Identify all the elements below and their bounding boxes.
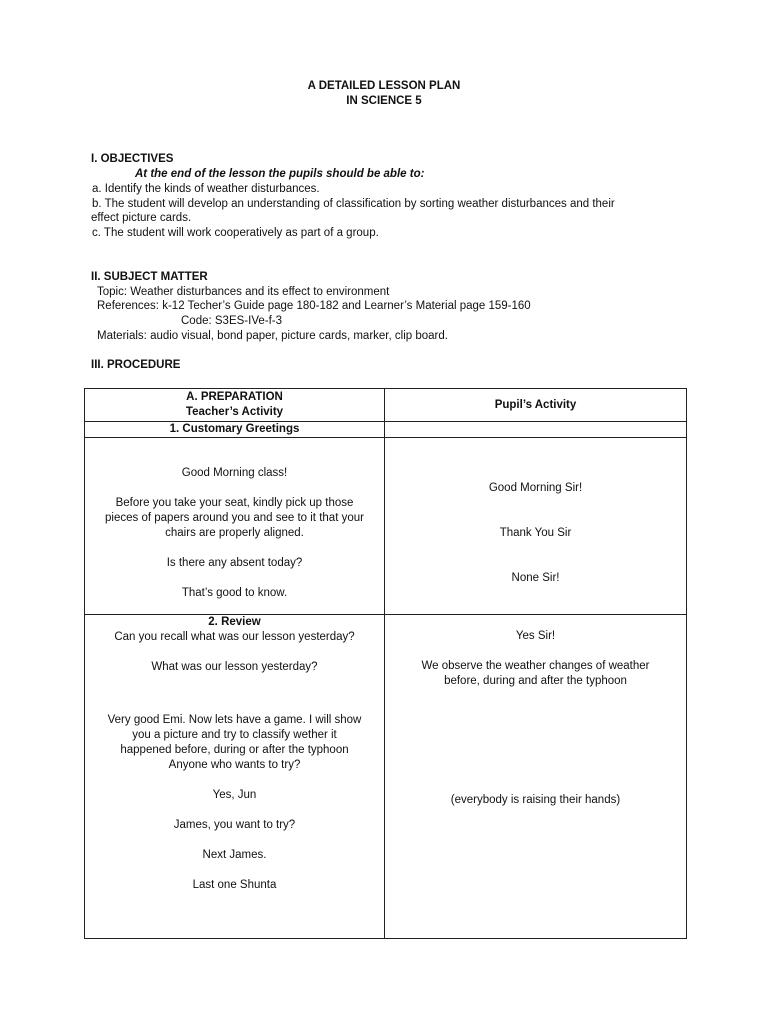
pupil-line: We observe the weather changes of weather [421, 660, 650, 672]
references-line [97, 299, 531, 314]
objectives-heading: I. OBJECTIVES [91, 153, 174, 165]
teacher-line: Very good Emi. Now lets have a game. I will show [107, 714, 362, 726]
table-row [85, 615, 687, 939]
pupil-activity-header: Pupil’s Activity [385, 389, 687, 422]
objective-b-line2: effect picture cards. [91, 212, 192, 224]
pupil-line: Yes Sir! [515, 630, 556, 642]
teacher-line: Yes, Jun [212, 789, 257, 801]
teacher-line: chairs are properly aligned. [165, 527, 304, 539]
references-value: k-12 Techer’s Guide page 180-182 and Learner’s Material page 159-160 [162, 300, 531, 312]
document-title-line1: A DETAILED LESSON PLAN [307, 80, 461, 92]
references-label: References: [97, 300, 160, 312]
pupil-line: before, during and after the typhoon [444, 675, 627, 687]
teacher-line: Before you take your seat, kindly pick up those [115, 497, 354, 509]
teacher-line: you a picture and try to classify wether it [132, 729, 337, 741]
pupil-line: Thank You Sir [499, 527, 572, 539]
teacher-activity-header [85, 389, 385, 422]
materials-line [97, 329, 448, 344]
teacher-line: Anyone who wants to try? [168, 759, 301, 771]
teacher-line: Last one Shunta [192, 879, 277, 891]
document-title-line2: IN SCIENCE 5 [346, 95, 422, 107]
code-label: Code: [181, 315, 212, 327]
procedure-table [84, 388, 687, 939]
table-row [85, 438, 687, 615]
objective-c: c. The student will work cooperatively as part of a group. [92, 227, 379, 239]
procedure-heading: III. PROCEDURE [91, 359, 181, 371]
teacher-line: happened before, during or after the typhoon [120, 744, 349, 756]
preparation-label: A. PREPARATION [186, 391, 283, 403]
review-pupil-cell [385, 615, 687, 939]
topic-line [97, 285, 389, 300]
code-line [181, 314, 282, 329]
teacher-line: Next James. [202, 849, 267, 861]
topic-label: Topic: [97, 286, 128, 298]
customary-greetings-label: 1. Customary Greetings [85, 422, 385, 438]
table-row [85, 422, 687, 438]
topic-value: Weather disturbances and its effect to environment [130, 286, 390, 298]
materials-label: Materials: [97, 330, 147, 342]
code-value: S3ES-IVe-f-3 [214, 315, 283, 327]
table-header-row [85, 389, 687, 422]
pupil-line: Good Morning Sir! [488, 482, 583, 494]
empty-cell [385, 422, 687, 438]
teacher-line: Good Morning class! [181, 467, 288, 479]
materials-value: audio visual, bond paper, picture cards, marker, clip board. [150, 330, 448, 342]
objective-a: a. Identify the kinds of weather disturbances. [92, 183, 320, 195]
teacher-line: pieces of papers around you and see to it that your [105, 512, 364, 524]
review-label: 2. Review [208, 616, 261, 628]
teacher-line: Is there any absent today? [166, 557, 303, 569]
pupil-line: (everybody is raising their hands) [450, 794, 621, 806]
objectives-intro: At the end of the lesson the pupils should be able to: [135, 168, 425, 180]
pupil-line: None Sir! [511, 572, 560, 584]
greetings-teacher-cell [85, 438, 385, 615]
teacher-line: Can you recall what was our lesson yesterday? [114, 631, 355, 643]
subject-matter-heading: II. SUBJECT MATTER [91, 271, 208, 283]
teacher-activity-label: Teacher’s Activity [185, 406, 284, 418]
greetings-pupil-cell [385, 438, 687, 615]
objective-b-line1: b. The student will develop an understanding of classification by sorting weather disturbances and their [92, 198, 615, 210]
teacher-line: James, you want to try? [173, 819, 296, 831]
review-teacher-cell [85, 615, 385, 939]
teacher-line: What was our lesson yesterday? [151, 661, 318, 673]
teacher-line: That’s good to know. [181, 587, 288, 599]
